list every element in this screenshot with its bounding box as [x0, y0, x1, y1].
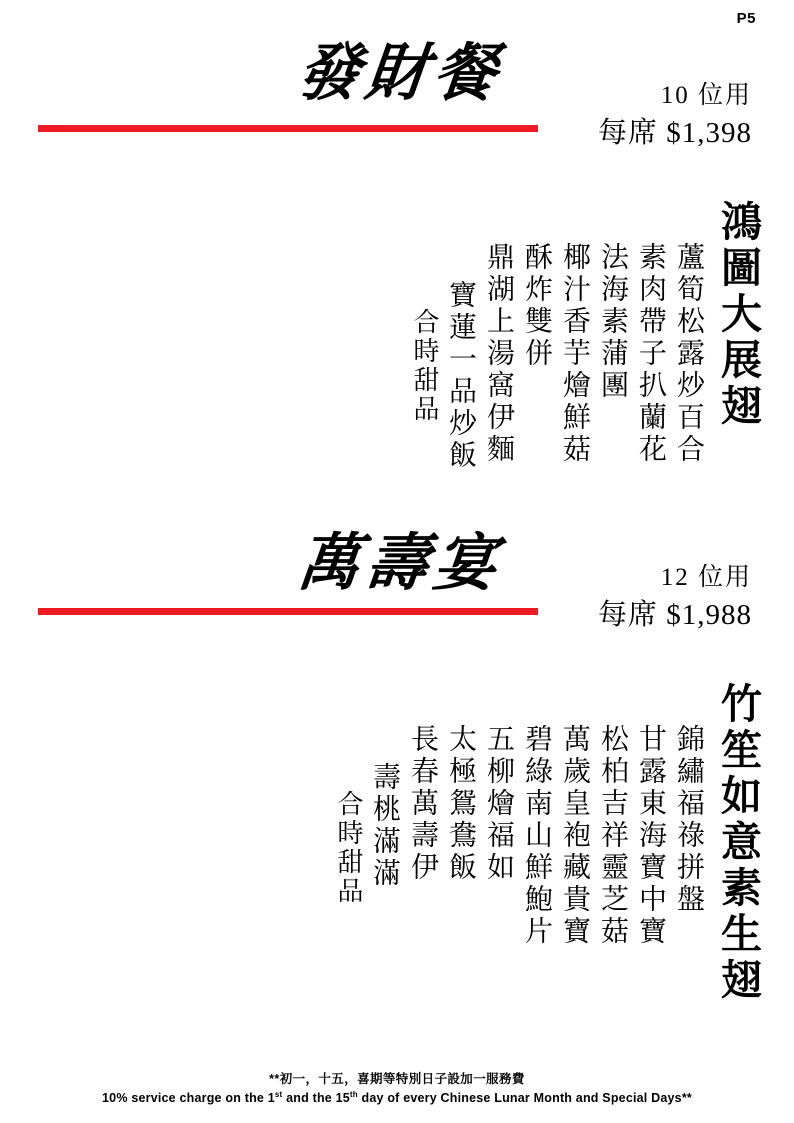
set-title: 萬壽宴	[294, 526, 506, 599]
dish-item: 碧綠南山鮮鮑片	[521, 724, 554, 948]
price-per-table: 每席 $1,398	[597, 117, 752, 150]
price-block	[598, 560, 752, 635]
dish-item: 椰汁香芋燴鮮菇	[559, 242, 592, 466]
note-en-middle: and the 15	[282, 1091, 350, 1105]
dish-item: 寶蓮一品炒飯	[445, 280, 478, 472]
price-per-table: 每席 $1,988	[597, 599, 752, 632]
feature-dish: 竹笙如意素生翅	[714, 682, 762, 1004]
dish-item: 鼎湖上湯窩伊麵	[483, 242, 516, 466]
dessert-item: 合時甜品	[333, 790, 363, 906]
feature-dish: 鴻圖大展翅	[714, 200, 762, 430]
red-divider-rule	[38, 125, 538, 132]
dish-item: 萬歲皇袍藏貴寶	[559, 724, 592, 948]
note-en-before: 10% service charge on the 1	[102, 1091, 275, 1105]
footer-note	[0, 1069, 794, 1105]
persons-count: 12 位用	[660, 564, 752, 591]
persons-count: 10 位用	[660, 82, 752, 109]
dish-item: 蘆筍松露炒百合	[673, 242, 706, 466]
service-charge-note-en	[0, 1090, 794, 1105]
dish-list	[313, 682, 762, 1004]
red-divider-rule	[38, 608, 538, 615]
dish-item: 長春萬壽伊	[407, 724, 440, 884]
note-en-after: day of every Chinese Lunar Month and Special Days**	[357, 1091, 692, 1105]
dessert-item: 合時甜品	[409, 308, 439, 424]
page-number: P5	[736, 10, 756, 27]
dish-list	[389, 200, 762, 472]
dish-item: 法海素蒲團	[597, 242, 630, 402]
dish-item: 甘露東海寶中寶	[635, 724, 668, 948]
service-charge-note-cn: **初一，十五，喜期等特別日子設加一服務費	[269, 1071, 525, 1086]
note-en-sup1: st	[274, 1089, 283, 1099]
dish-item: 酥炸雙併	[521, 242, 554, 370]
dish-item: 松柏吉祥靈芝菇	[597, 724, 630, 948]
price-block	[598, 78, 752, 153]
dish-item: 素肉帶子扒蘭花	[635, 242, 668, 466]
note-en-sup2: th	[349, 1089, 358, 1099]
dish-item: 五柳燴福如	[483, 724, 516, 884]
dish-item: 錦繡福祿拼盤	[673, 724, 706, 916]
dish-item: 太極鴛鴦飯	[445, 724, 478, 884]
set-title: 發財餐	[294, 36, 506, 109]
dish-item: 壽桃滿滿	[369, 762, 402, 890]
